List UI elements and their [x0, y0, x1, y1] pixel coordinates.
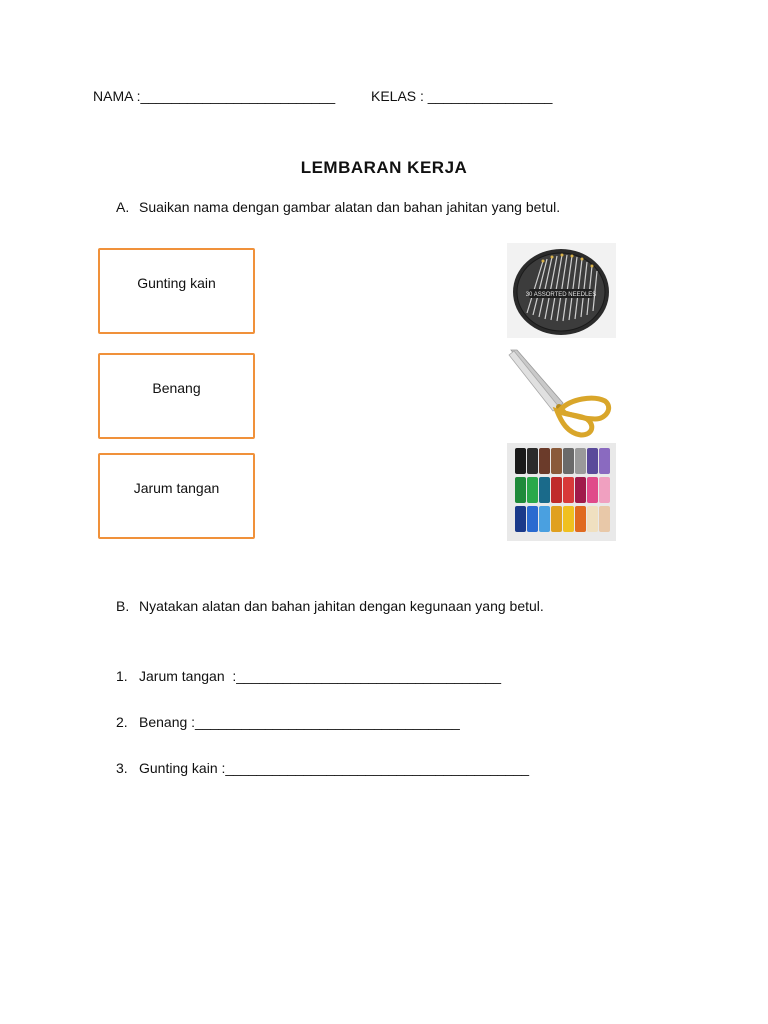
section-a-instruction: Suaikan nama dengan gambar alatan dan bahan jahitan yang betul. [139, 199, 561, 215]
needle-case-label: 30 ASSORTED NEEDLES [525, 292, 597, 298]
thread-spools-icon [507, 443, 616, 541]
needle-case-image [507, 243, 616, 338]
thread-spools-image [507, 443, 616, 541]
section-b-marker: B. [116, 598, 130, 614]
answer-line-gunting-kain: Gunting kain :_______________________________________ [139, 760, 530, 776]
match-box-jarum-tangan [98, 453, 255, 539]
item-number: 2. [116, 714, 128, 730]
scissors-icon [507, 345, 616, 438]
match-box-gunting-kain [98, 248, 255, 334]
page-title: LEMBARAN KERJA [300, 158, 468, 177]
item-number: 3. [116, 760, 128, 776]
match-box-label: Jarum tangan [133, 480, 220, 496]
section-a-marker: A. [116, 199, 130, 215]
match-box-benang [98, 353, 255, 439]
match-box-label: Gunting kain [137, 275, 216, 291]
class-field: KELAS : ________________ [371, 88, 553, 104]
answer-line-jarum-tangan: Jarum tangan :__________________________________ [139, 668, 502, 684]
answer-line-benang: Benang :__________________________________ [139, 714, 460, 730]
name-field: NAMA :_________________________ [93, 88, 336, 104]
item-number: 1. [116, 668, 128, 684]
match-box-label: Benang [152, 380, 201, 396]
needle-case-icon [507, 243, 616, 338]
section-b-instruction: Nyatakan alatan dan bahan jahitan dengan kegunaan yang betul. [139, 598, 544, 614]
scissors-image [507, 345, 616, 438]
